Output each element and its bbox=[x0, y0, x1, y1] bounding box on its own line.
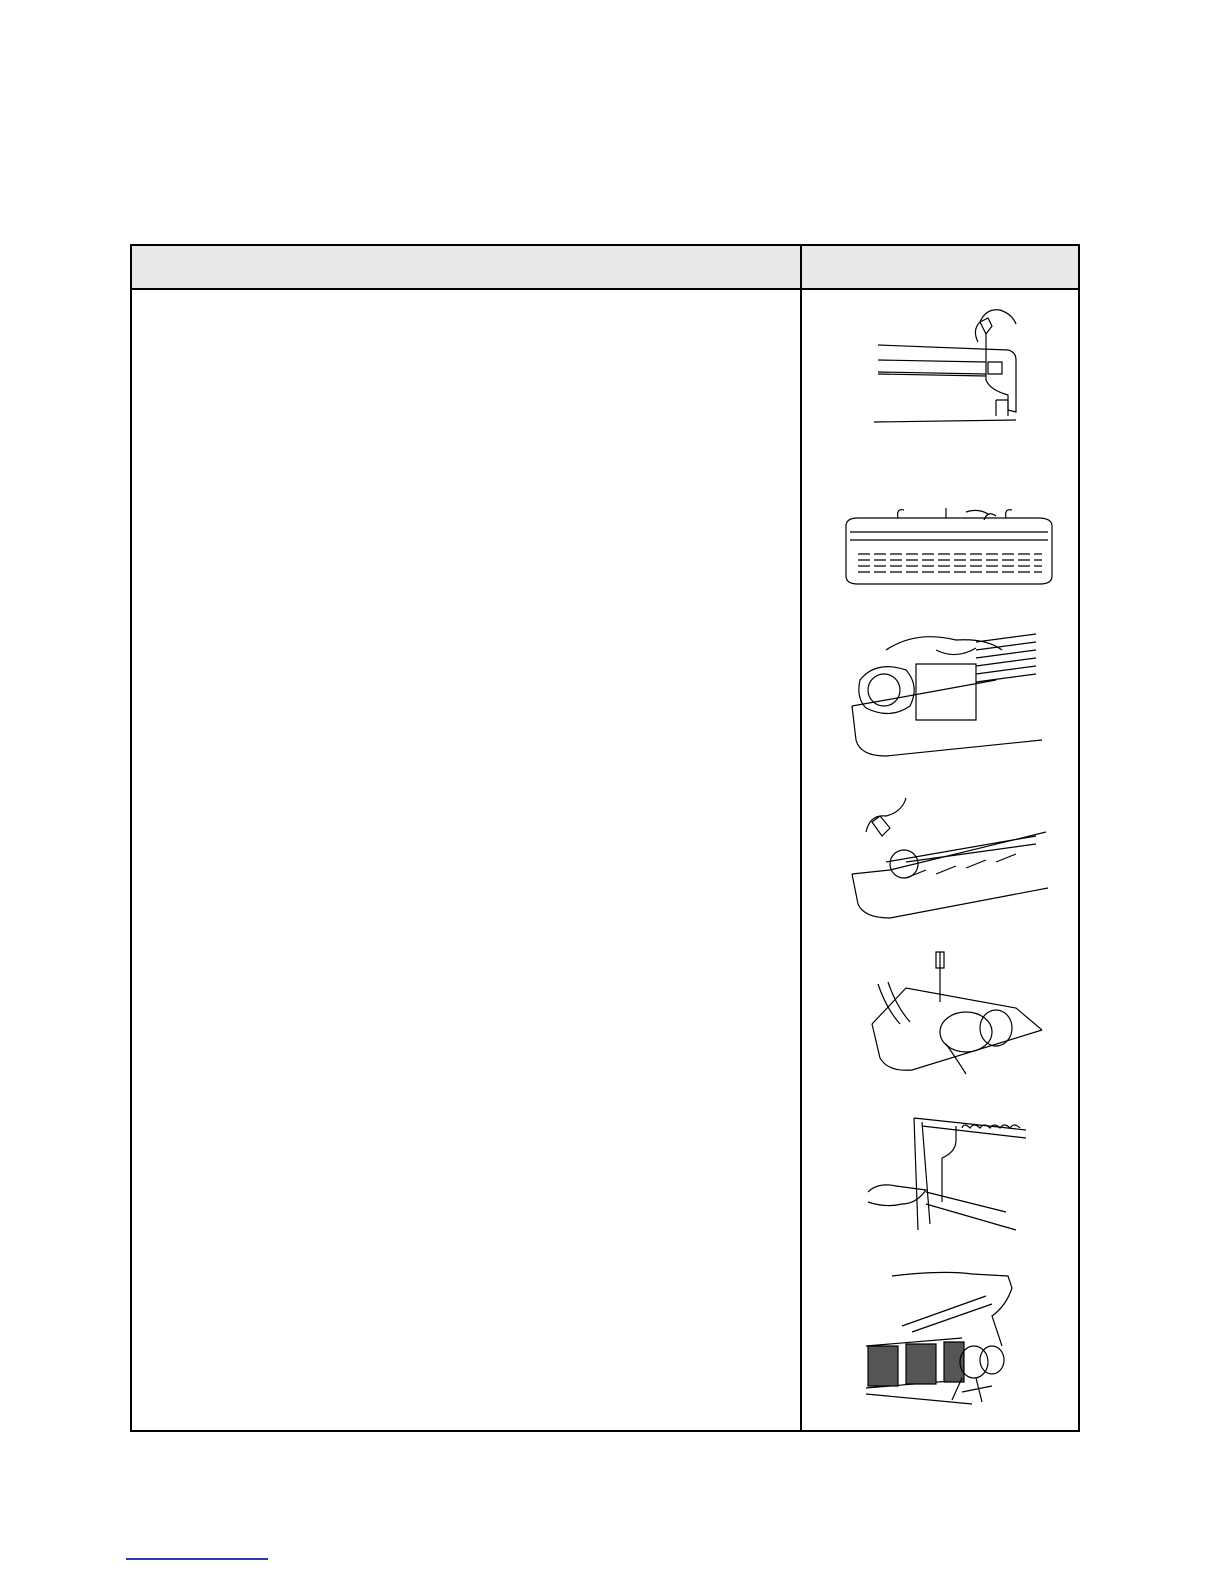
table-header-row bbox=[132, 246, 1078, 290]
figure-remove-motor-screw bbox=[866, 948, 1046, 1078]
procedure-text-cell bbox=[132, 290, 800, 1430]
figure-remove-wiring-cover bbox=[846, 620, 1046, 760]
figure-lift-evaporator-fan bbox=[862, 1266, 1022, 1406]
header-illustration bbox=[812, 246, 1072, 288]
figure-front-panel-screws bbox=[838, 500, 1058, 590]
header-procedure bbox=[140, 246, 790, 288]
figure-remove-bearing-holder bbox=[846, 792, 1052, 922]
figure-remove-screw-cover bbox=[868, 300, 1018, 430]
footer-link-underline[interactable] bbox=[126, 1558, 268, 1560]
figure-release-drain-hose bbox=[866, 1112, 1036, 1236]
column-divider bbox=[800, 246, 802, 1430]
